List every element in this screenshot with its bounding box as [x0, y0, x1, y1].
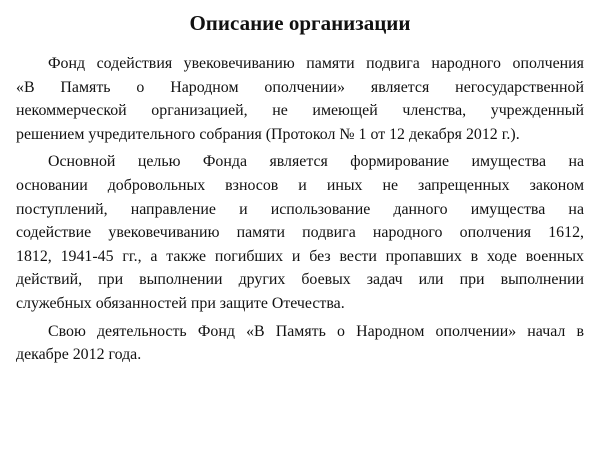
document-page: [16, 0, 584, 470]
paragraph-line: основании добровольных взносов и иных не запрещенных законом: [16, 176, 584, 194]
paragraph-line: 1812, 1941-45 гг., а также погибших и без вести пропавших в ходе военных: [16, 247, 584, 265]
paragraph-line: Свою деятельность Фонд «В Память о Народном ополчении» начал в: [48, 322, 584, 340]
paragraph-line: Фонд содействия увековечиванию памяти подвига народного ополчения: [48, 55, 584, 72]
paragraph-line: содействие увековечиванию памяти подвига народного ополчения 1612,: [16, 224, 584, 242]
paragraph-line: действий, при выполнении других боевых задач или при выполнении: [16, 271, 584, 289]
paragraph-line: «В Память о Народном ополчении» является негосударственной: [16, 78, 584, 96]
page-title: Описание организации: [189, 11, 411, 35]
paragraph-founding: [16, 52, 584, 146]
paragraph-start: [16, 320, 584, 367]
paragraph-line: поступлений, направление и использование данного имущества на: [16, 200, 584, 218]
paragraph-line: декабре 2012 года.: [16, 346, 142, 364]
paragraph-line: служебных обязанностей при защите Отечества.: [16, 294, 345, 312]
paragraph-line: некоммерческой организацией, не имеющей членства, учрежденный: [16, 102, 584, 120]
paragraph-line: решением учредительного собрания (Протокол № 1 от 12 декабря 2012 г.).: [16, 125, 520, 143]
paragraph-line: Основной целью Фонда является формирование имущества на: [48, 153, 584, 171]
paragraph-goal: [16, 150, 584, 315]
